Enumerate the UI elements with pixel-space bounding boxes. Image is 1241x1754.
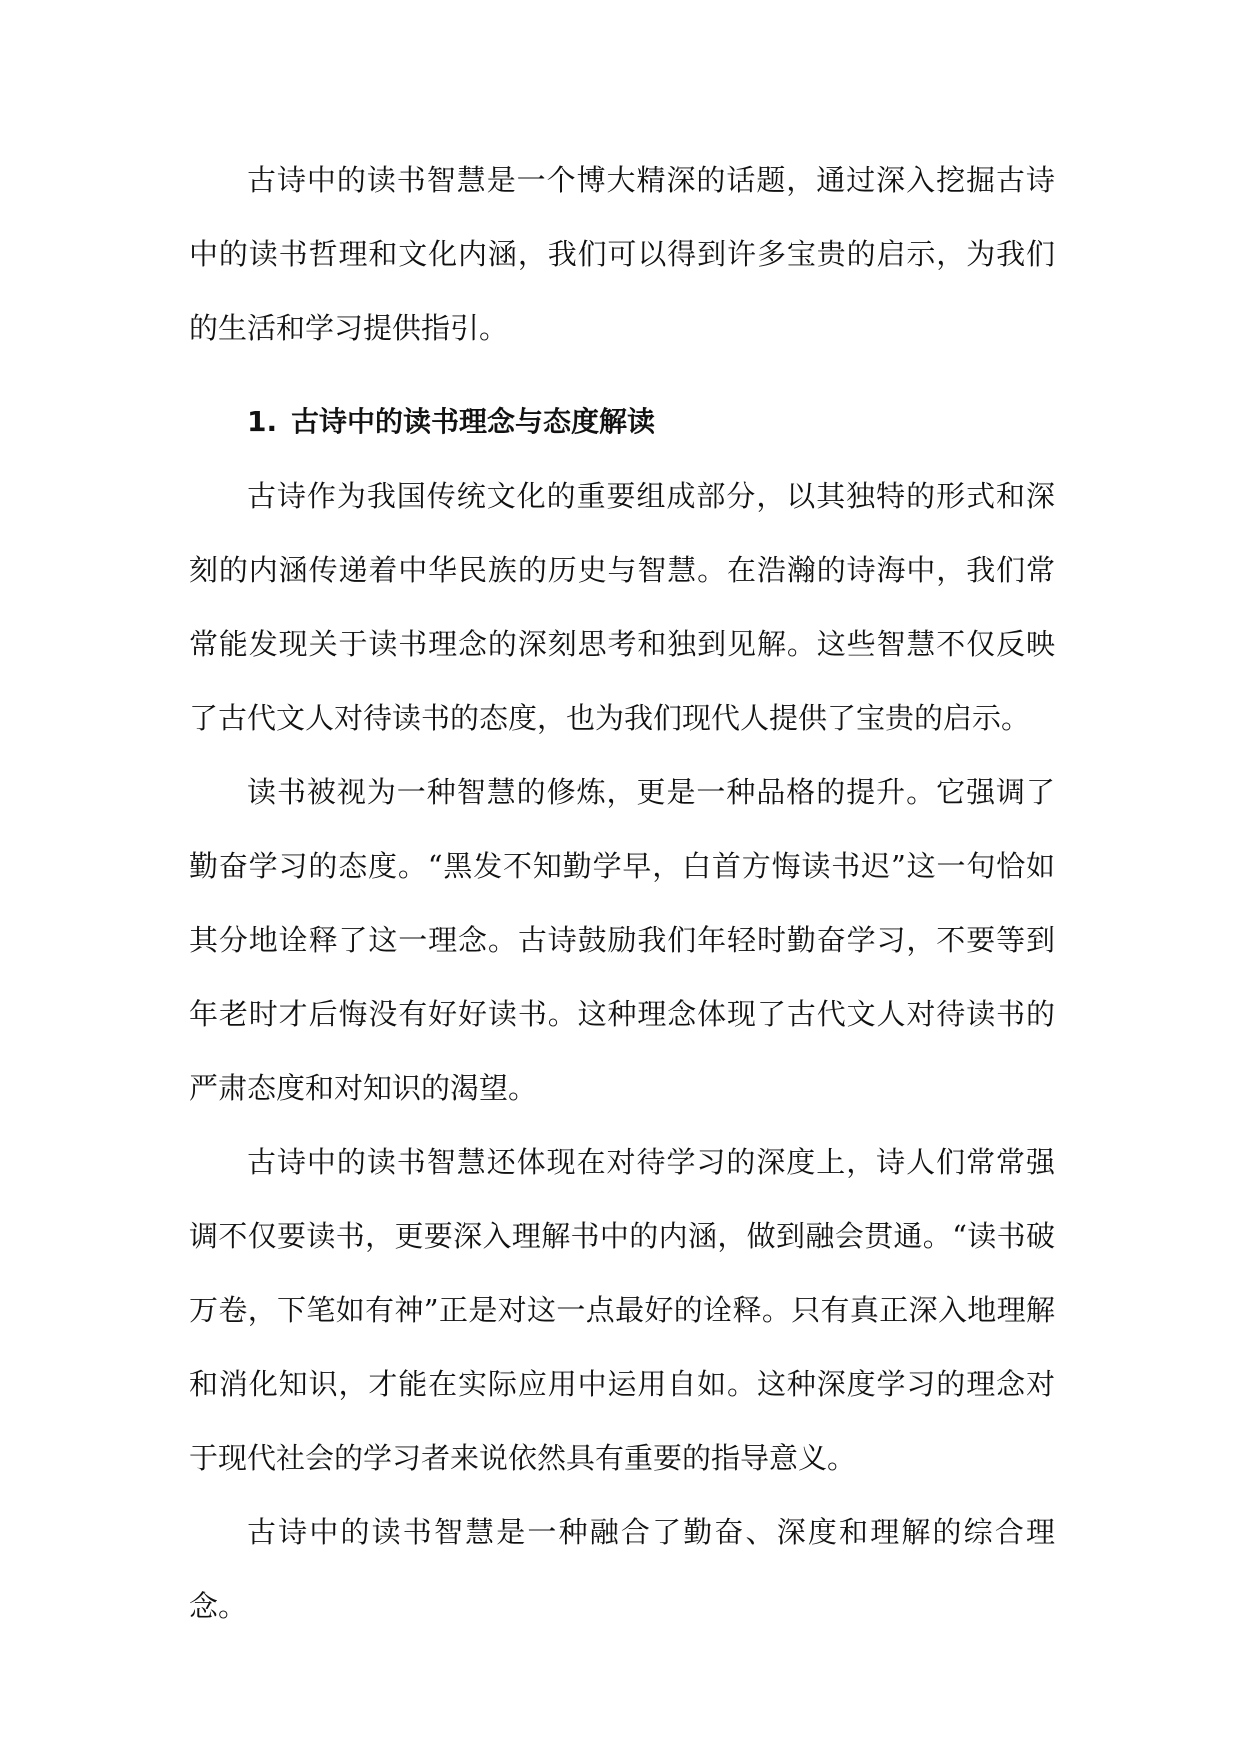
intro-paragraph: 古诗中的读书智慧是一个博大精深的话题，通过深入挖掘古诗中的读书哲理和文化内涵，我们可以得到许多宝贵的启示，为我们的生活和学习提供指引。 bbox=[189, 163, 1055, 345]
section-number: 1. bbox=[247, 405, 278, 438]
section-heading bbox=[189, 385, 1055, 459]
section-title: 古诗中的读书理念与态度解读 bbox=[291, 405, 656, 438]
body-paragraph-2: 读书被视为一种智慧的修炼，更是一种品格的提升。它强调了勤奋学习的态度。“黑发不知勤学早，白首方悔读书迟”这一句恰如其分地诠释了这一理念。古诗鼓励我们年轻时勤奋学习，不要等到年老时才后悔没有好好读书。这种理念体现了古代文人对待读书的严肃态度和对知识的渴望。 bbox=[189, 775, 1055, 1105]
body-paragraph-3: 古诗中的读书智慧还体现在对待学习的深度上，诗人们常常强调不仅要读书，更要深入理解书中的内涵，做到融会贯通。“读书破万卷，下笔如有神”正是对这一点最好的诠释。只有真正深入地理解和消化知识，才能在实际应用中运用自如。这种深度学习的理念对于现代社会的学习者来说依然具有重要的指导意义。 bbox=[189, 1145, 1055, 1475]
document-body bbox=[189, 143, 1055, 1643]
body-paragraph-4: 古诗中的读书智慧是一种融合了勤奋、深度和理解的综合理念。 bbox=[189, 1515, 1055, 1623]
body-paragraph-1: 古诗作为我国传统文化的重要组成部分，以其独特的形式和深刻的内涵传递着中华民族的历史与智慧。在浩瀚的诗海中，我们常常能发现关于读书理念的深刻思考和独到见解。这些智慧不仅反映了古代文人对待读书的态度，也为我们现代人提供了宝贵的启示。 bbox=[189, 479, 1055, 735]
